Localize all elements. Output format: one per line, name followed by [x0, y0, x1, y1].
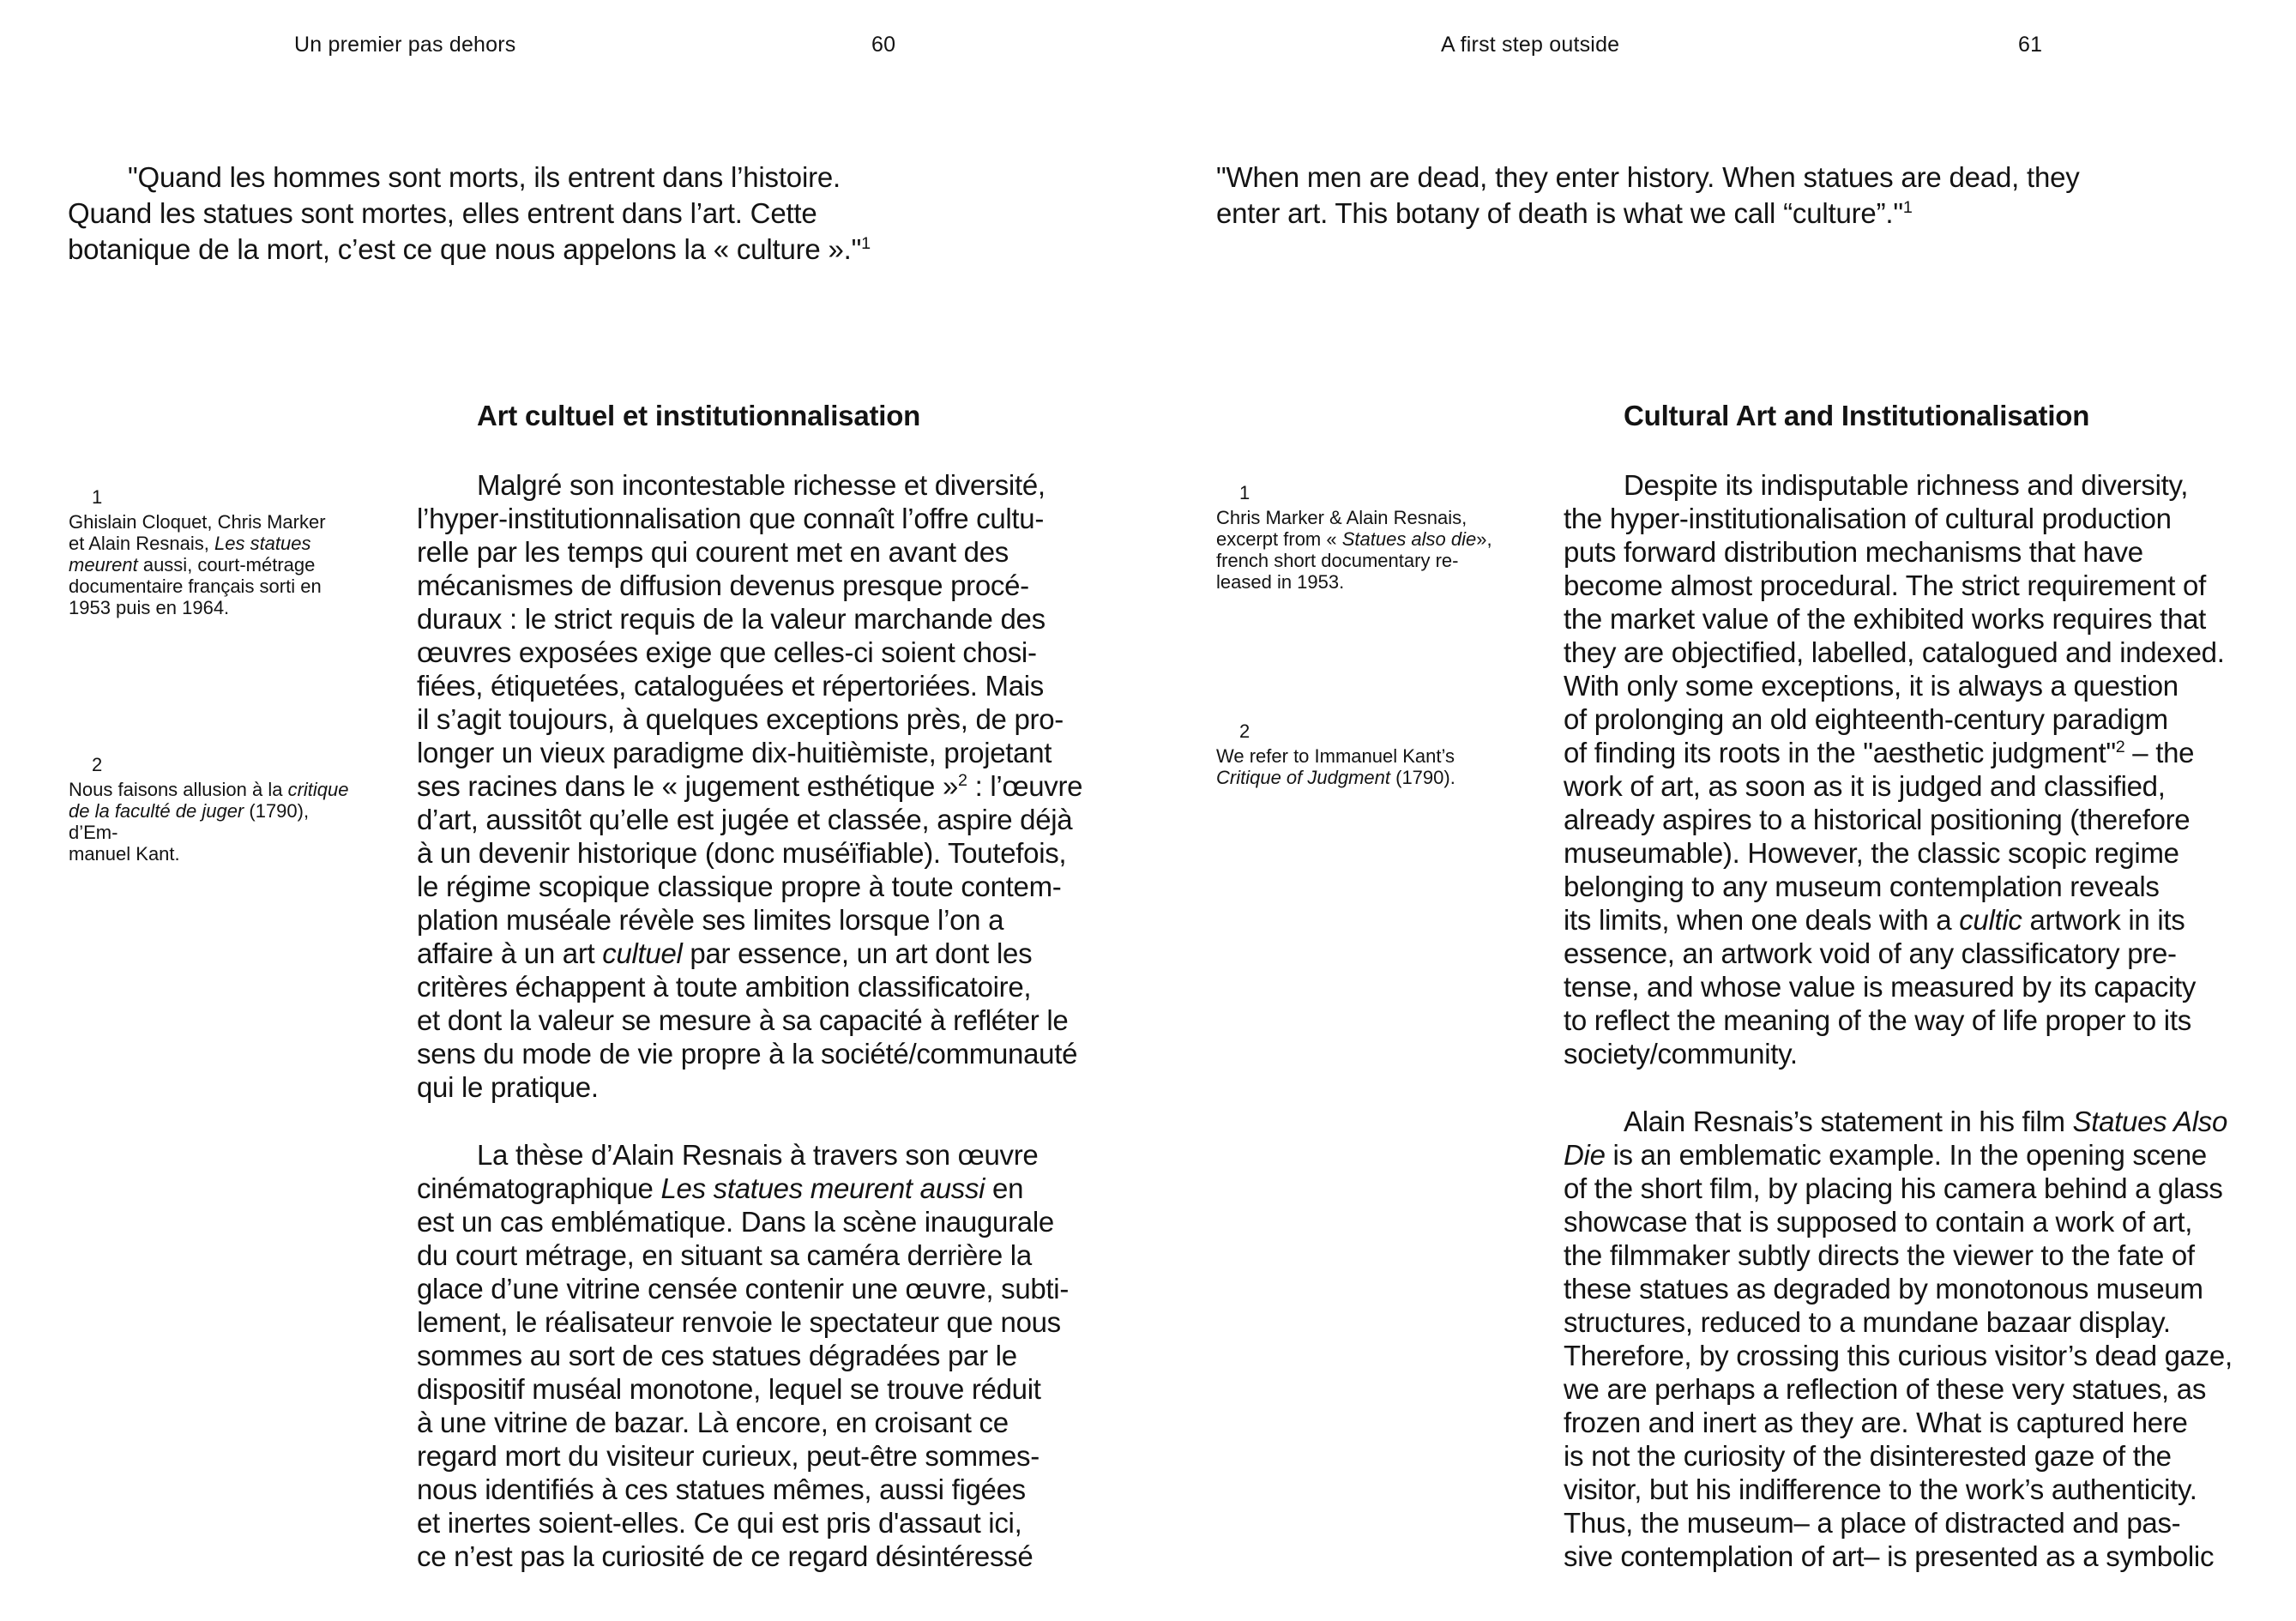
text-line: its limits, when one deals with a cultic artwork in its — [1564, 904, 2185, 936]
text-line: Nous faisons allusion à la critique — [69, 779, 349, 800]
text-line: mécanismes de diffusion devenus presque procé- — [417, 569, 1029, 601]
text-line: relle par les temps qui courent met en avant des — [417, 536, 1009, 568]
text-line: plation muséale révèle ses limites lorsque l’on a — [417, 904, 1004, 936]
text-line: sommes au sort de ces statues dégradées par le — [417, 1340, 1017, 1371]
right-page-number: 61 — [2018, 33, 2043, 57]
text-line: Critique of Judgment (1790). — [1216, 767, 1455, 788]
text-line: sive contemplation of art– is presented as a symbolic — [1564, 1540, 2215, 1572]
text-line: to reflect the meaning of the way of life proper to its — [1564, 1004, 2191, 1036]
text-line: glace d’une vitrine censée contenir une œuvre, subti- — [417, 1273, 1070, 1305]
text-line: belonging to any museum contemplation reveals — [1564, 871, 2160, 902]
left-margin-note-1 — [69, 487, 360, 618]
text-line: With only some exceptions, it is always a question — [1564, 670, 2178, 702]
left-section-heading: Art cultuel et institutionnalisation — [477, 400, 921, 431]
text-line: puts forward distribution mechanisms that have — [1564, 536, 2143, 568]
right-running-head: A first step outside — [1441, 33, 1620, 57]
text-line: meurent aussi, court-métrage — [69, 554, 316, 575]
left-body-text — [417, 468, 1103, 1573]
footnote-number: 1 — [1239, 482, 1250, 503]
right-section-heading: Cultural Art and Institutionalisation — [1624, 400, 2090, 431]
footnote-text — [69, 779, 360, 865]
text-line: leased in 1953. — [1216, 571, 1345, 593]
text-line: à un devenir historique (donc muséïfiable). Toutefois, — [417, 837, 1067, 869]
text-line: Chris Marker & Alain Resnais, — [1216, 507, 1467, 528]
text-line: these statues as degraded by monotonous museum — [1564, 1273, 2203, 1305]
text-line: structures, reduced to a mundane bazaar display. — [1564, 1306, 2171, 1338]
text-line: longer un vieux paradigme dix-huitièmiste, projetant — [417, 737, 1052, 768]
text-line: museumable). However, the classic scopic regime — [1564, 837, 2179, 869]
text-line: of prolonging an old eighteenth-century paradigm — [1564, 703, 2168, 735]
text-line: french short documentary re- — [1216, 550, 1459, 571]
left-running-head: Un premier pas dehors — [294, 33, 516, 57]
left-epigraph-quote — [68, 160, 925, 268]
text-line: critères échappent à toute ambition classificatoire, — [417, 971, 1032, 1003]
paragraph — [417, 1138, 1103, 1573]
text-line: d’art, aussitôt qu’elle est jugée et classée, aspire déjà — [417, 804, 1073, 835]
footnote-text — [1216, 507, 1508, 593]
footnote-number: 2 — [92, 754, 103, 775]
footnote-number: 1 — [92, 486, 103, 508]
text-line: nous identifiés à ces statues mêmes, aussi figées — [417, 1473, 1026, 1505]
text-line: il s’agit toujours, à quelques exceptions près, de pro- — [417, 703, 1064, 735]
text-line: the hyper-institutionalisation of cultural production — [1564, 503, 2172, 534]
text-line: du court métrage, en situant sa caméra derrière la — [417, 1239, 1032, 1271]
text-line: et Alain Resnais, Les statues — [69, 533, 311, 554]
text-line: Die is an emblematic example. In the opening scene — [1564, 1139, 2207, 1171]
text-line: Thus, the museum– a place of distracted and pas- — [1564, 1507, 2181, 1539]
footnote-number: 2 — [1239, 720, 1250, 742]
text-line: le régime scopique classique propre à toute contem- — [417, 871, 1062, 902]
text-line: of the short film, by placing his camera behind a glass — [1564, 1172, 2223, 1204]
text-line: manuel Kant. — [69, 843, 180, 865]
text-line: become almost procedural. The strict requirement of — [1564, 569, 2206, 601]
right-body-text — [1564, 468, 2258, 1573]
text-line: regard mort du visiteur curieux, peut-être sommes- — [417, 1440, 1040, 1472]
text-line: we are perhaps a reflection of these very statues, as — [1564, 1373, 2207, 1405]
text-line: œuvres exposées exige que celles-ci soient chosi- — [417, 636, 1037, 668]
text-line: botanique de la mort, c’est ce que nous appelons la « culture »."$^1$ — [68, 233, 871, 265]
text-line: 1953 puis en 1964. — [69, 597, 230, 618]
text-line: Despite its indisputable richness and diversity, — [1624, 469, 2189, 501]
text-line: dispositif muséal monotone, lequel se trouve réduit — [417, 1373, 1041, 1405]
text-line: duraux : le strict requis de la valeur marchande des — [417, 603, 1046, 635]
text-line: is not the curiosity of the disinterested gaze of the — [1564, 1440, 2172, 1472]
text-line: "Quand les hommes sont morts, ils entrent dans l’histoire. — [128, 161, 841, 193]
text-line: We refer to Immanuel Kant’s — [1216, 745, 1455, 767]
text-line: affaire à un art cultuel par essence, un art dont les — [417, 937, 1033, 969]
text-line: already aspires to a historical positioning (therefore — [1564, 804, 2191, 835]
text-line: Malgré son incontestable richesse et diversité, — [477, 469, 1046, 501]
footnote-text — [69, 511, 360, 618]
left-margin-note-2 — [69, 755, 360, 865]
text-line: sens du mode de vie propre à la société/communauté — [417, 1038, 1078, 1070]
text-line: et inertes soient-elles. Ce qui est pris d'assaut ici, — [417, 1507, 1022, 1539]
right-margin-note-2 — [1216, 721, 1508, 788]
paragraph — [417, 468, 1103, 1104]
text-line: ses racines dans le « jugement esthétique »$^2$ : l’œuvre — [417, 770, 1083, 802]
text-line: cinématographique Les statues meurent aussi en — [417, 1172, 1024, 1204]
text-line: frozen and inert as they are. What is captured here — [1564, 1407, 2188, 1438]
text-line: visitor, but his indifference to the work’s authenticity. — [1564, 1473, 2197, 1505]
text-line: de la faculté de juger (1790), d’Em- — [69, 800, 310, 843]
text-line: work of art, as soon as it is judged and classified, — [1564, 770, 2166, 802]
text-line: the filmmaker subtly directs the viewer to the fate of — [1564, 1239, 2195, 1271]
text-line: fiées, étiquetées, cataloguées et répertoriées. Mais — [417, 670, 1044, 702]
text-line: Ghislain Cloquet, Chris Marker — [69, 511, 326, 533]
text-line: showcase that is supposed to contain a work of art, — [1564, 1206, 2193, 1238]
text-line: ce n’est pas la curiosité de ce regard désintéressé — [417, 1540, 1034, 1572]
text-line: et dont la valeur se mesure à sa capacité à refléter le — [417, 1004, 1069, 1036]
text-line: of finding its roots in the "aesthetic judgment"$^2$ – the — [1564, 737, 2195, 768]
text-line: they are objectified, labelled, catalogued and indexed. — [1564, 636, 2225, 668]
text-line: documentaire français sorti en — [69, 575, 322, 597]
text-line: qui le pratique. — [417, 1071, 599, 1103]
text-line: Therefore, by crossing this curious visitor’s dead gaze, — [1564, 1340, 2233, 1371]
text-line: society/community. — [1564, 1038, 1798, 1070]
text-line: l’hyper-institutionnalisation que connaît l’offre cultu- — [417, 503, 1045, 534]
text-line: lement, le réalisateur renvoie le spectateur que nous — [417, 1306, 1061, 1338]
text-line: est un cas emblématique. Dans la scène inaugurale — [417, 1206, 1054, 1238]
footnote-text — [1216, 745, 1508, 788]
text-line: Alain Resnais’s statement in his film Statues Also — [1624, 1106, 2227, 1137]
text-line: "When men are dead, they enter history. When statues are dead, they — [1216, 161, 2080, 193]
right-epigraph-quote — [1216, 160, 2142, 232]
right-margin-note-1 — [1216, 483, 1508, 593]
text-line: à une vitrine de bazar. Là encore, en croisant ce — [417, 1407, 1009, 1438]
text-line: tense, and whose value is measured by its capacity — [1564, 971, 2197, 1003]
text-line: the market value of the exhibited works requires that — [1564, 603, 2206, 635]
text-line: La thèse d’Alain Resnais à travers son œuvre — [477, 1139, 1039, 1171]
paragraph — [1564, 1105, 2258, 1573]
paragraph — [1564, 468, 2258, 1070]
left-page-number: 60 — [871, 33, 896, 57]
text-line: enter art. This botany of death is what we call “culture”."$^1$ — [1216, 197, 1913, 229]
text-line: Quand les statues sont mortes, elles entrent dans l’art. Cette — [68, 197, 817, 229]
text-line: excerpt from « Statues also die», — [1216, 528, 1492, 550]
text-line: essence, an artwork void of any classificatory pre- — [1564, 937, 2177, 969]
